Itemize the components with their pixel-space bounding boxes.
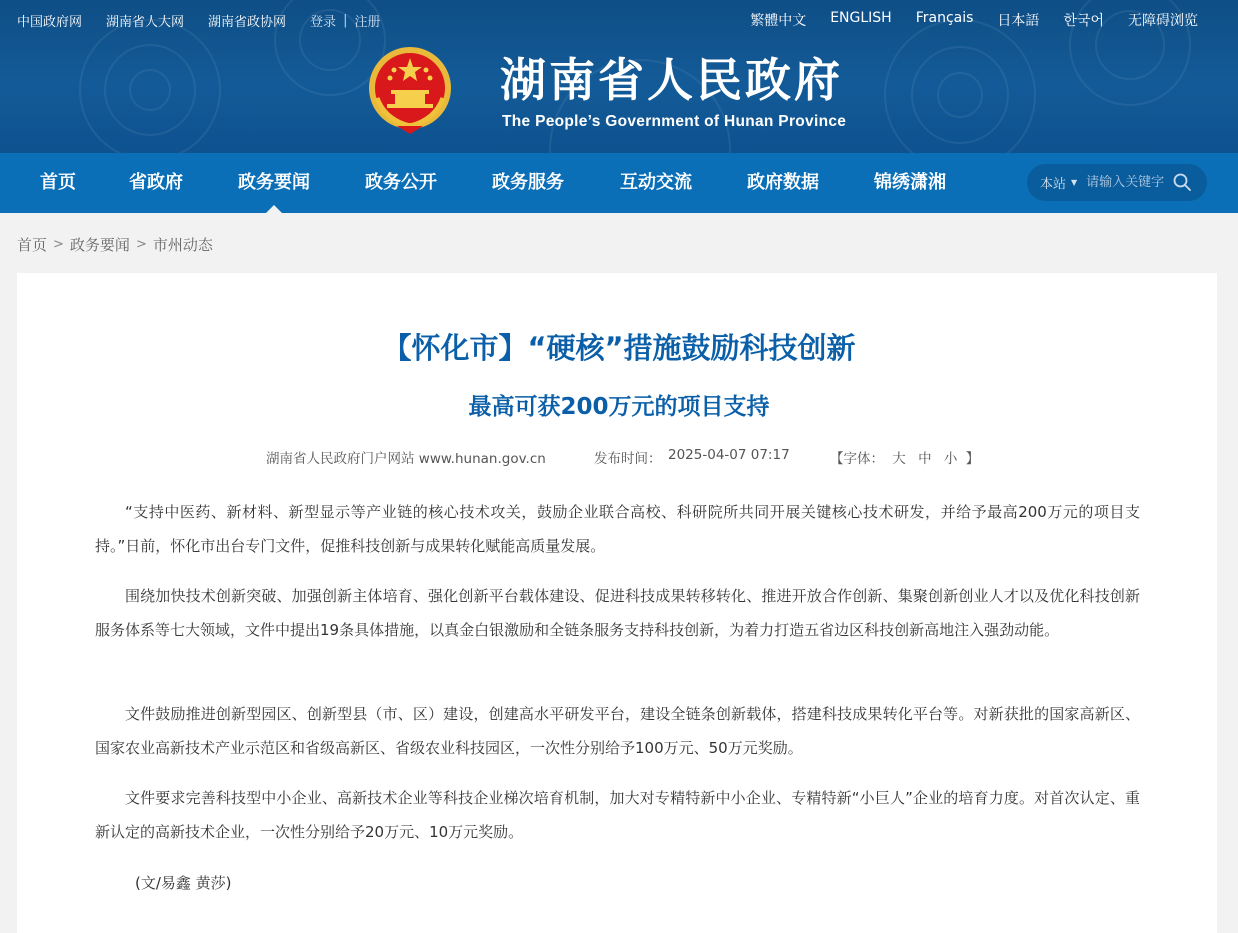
header-banner bbox=[0, 0, 1238, 153]
auth-separator: | bbox=[343, 13, 348, 28]
article-paragraph: 文件鼓励推进创新型园区、创新型县（市、区）建设，创建高水平研发平台，建设全链条创新载体，搭建科技成果转化平台等。对新获批的国家高新区、国家农业高新技术产业示范区和省级高新区、省级农业科技园区，一次性分别给予100万元、50万元奖励。 bbox=[95, 705, 1140, 757]
article-paragraph: “支持中医药、新材料、新型显示等产业链的核心技术攻关，鼓励企业联合高校、科研院所共同开展关键核心技术研发，并给予最高200万元的项目支持。”日前，怀化市出台专门文件，促推科技创新与成果转化赋能高质量发展。 bbox=[95, 503, 1140, 555]
language-links bbox=[726, 10, 1198, 30]
lang-korean[interactable]: 한국어 bbox=[1063, 13, 1104, 29]
breadcrumb-city-news[interactable]: 市州动态 bbox=[152, 236, 213, 254]
accessibility-link[interactable]: 无障碍浏览 bbox=[1128, 13, 1198, 29]
lang-traditional-chinese[interactable]: 繁體中文 bbox=[750, 13, 807, 29]
nav-interaction[interactable]: 互动交流 bbox=[620, 172, 692, 193]
caret-down-icon: ▼ bbox=[1071, 178, 1078, 187]
font-medium-button[interactable]: 中 bbox=[918, 451, 932, 467]
search-input[interactable] bbox=[1086, 175, 1182, 190]
font-small-button[interactable]: 小 bbox=[943, 451, 958, 467]
site-title: 湖南省人民政府 bbox=[500, 53, 843, 107]
search-scope-label: 本站 bbox=[1040, 177, 1067, 192]
article-signature: (文/易鑫 黄莎) bbox=[135, 874, 232, 892]
breadcrumb-separator: > bbox=[135, 237, 147, 252]
breadcrumb-separator: > bbox=[53, 237, 64, 252]
breadcrumb bbox=[17, 234, 213, 255]
nav-government-data[interactable]: 政府数据 bbox=[747, 172, 819, 193]
lang-english[interactable]: ENGLISH bbox=[830, 10, 892, 26]
nav-government-affairs[interactable]: 政务公开 bbox=[365, 172, 437, 193]
font-size-label-open: 【字体： bbox=[830, 451, 884, 467]
article-title: 【怀化市】“硬核”措施鼓励科技创新 bbox=[382, 331, 856, 365]
breadcrumb-home[interactable]: 首页 bbox=[17, 236, 48, 254]
nav-government-services[interactable]: 政务服务 bbox=[492, 172, 564, 193]
nav-government-news[interactable]: 政务要闻 bbox=[238, 153, 310, 213]
register-link[interactable]: 注册 bbox=[354, 15, 381, 30]
breadcrumb-government-news[interactable]: 政务要闻 bbox=[69, 236, 130, 254]
top-links bbox=[17, 11, 380, 30]
article-paragraph: 文件要求完善科技型中小企业、高新技术企业等科技企业梯次培育机制，加大对专精特新中小企业、专精特新“小巨人”企业的培育力度。对首次认定、重新认定的高新技术企业，一次性分别给予20万元、10万元奖励。 bbox=[95, 789, 1140, 841]
link-gov-cn[interactable]: 中国政府网 bbox=[17, 15, 83, 30]
article-paragraph: 围绕加快技术创新突破、加强创新主体培育、强化创新平台载体建设、促进科技成果转移转化、推进开放合作创新、集聚创新创业人才以及优化科技创新服务体系等七大领域，文件中提出19条具体措施，以真金白银激励和全链条服务支持科技创新，为着力打造五省边区科技创新高地注入强劲动能。 bbox=[95, 587, 1140, 639]
site-title-english: The People’s Government of Hunan Province bbox=[502, 113, 847, 130]
nav-beautiful-hunan[interactable]: 锦绣潇湘 bbox=[874, 172, 946, 193]
search-box bbox=[1027, 164, 1207, 201]
publish-time-label: 发布时间： bbox=[594, 451, 662, 467]
article-subtitle: 最高可获200万元的项目支持 bbox=[468, 394, 770, 420]
publish-time: 2025-04-07 07:17 bbox=[668, 447, 790, 463]
article-source: 湖南省人民政府门户网站 www.hunan.gov.cn bbox=[266, 451, 546, 467]
lang-french[interactable]: Français bbox=[915, 10, 974, 26]
font-large-button[interactable]: 大 bbox=[892, 451, 906, 467]
font-size-label-close: 】 bbox=[965, 451, 980, 467]
nav-home[interactable]: 首页 bbox=[40, 172, 76, 193]
link-hunan-cppcc[interactable]: 湖南省政协网 bbox=[208, 15, 287, 30]
search-icon[interactable] bbox=[1173, 173, 1191, 191]
link-hunan-npc[interactable]: 湖南省人大网 bbox=[106, 15, 185, 30]
font-size-control bbox=[830, 447, 979, 467]
national-emblem-icon[interactable] bbox=[367, 46, 453, 134]
nav-provincial-government[interactable]: 省政府 bbox=[129, 172, 183, 193]
login-link[interactable]: 登录 bbox=[310, 15, 337, 30]
lang-japanese[interactable]: 日本語 bbox=[997, 13, 1040, 29]
search-scope-dropdown[interactable] bbox=[1040, 173, 1077, 192]
auth-links bbox=[310, 11, 380, 30]
